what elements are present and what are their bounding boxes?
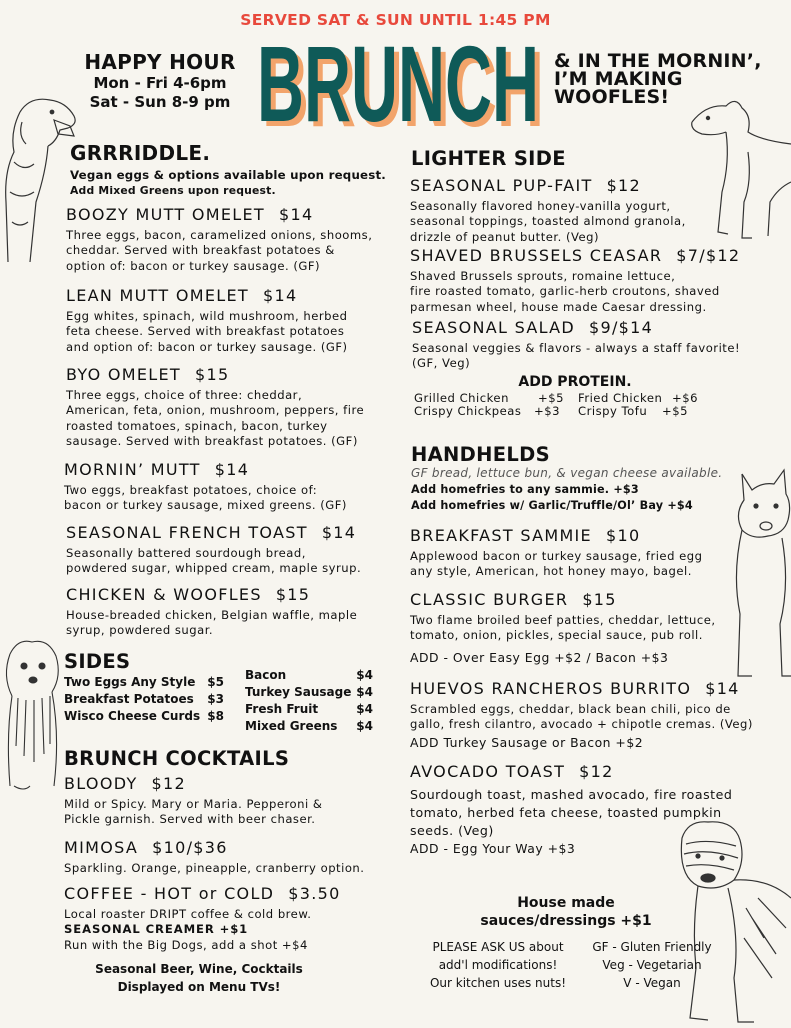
item-desc-line: Seasonally flavored honey-vanilla yogurt, xyxy=(410,199,671,213)
seasonal-french-toast xyxy=(66,523,406,577)
item-desc-line: seeds. (Veg) xyxy=(410,823,494,838)
item-desc-line: bacon or turkey sausage, mixed greens. (GF) xyxy=(64,498,347,513)
item-desc-line: Egg whites, spinach, wild mushroom, herbed xyxy=(66,309,348,323)
item-desc-line: Scrambled eggs, cheddar, black bean chili, pico de xyxy=(410,702,731,716)
item-desc-line: House-breaded chicken, Belgian waffle, maple xyxy=(66,608,358,622)
item-desc-line: cheddar. Served with breakfast potatoes & xyxy=(66,243,335,258)
legend-veg: Veg - Vegetarian xyxy=(602,958,702,972)
item-desc-line: Pickle garnish. Served with beer chaser. xyxy=(64,812,316,827)
side-price: $8 xyxy=(207,709,224,723)
item-desc-line: and option of: bacon or turkey sausage. (GF) xyxy=(66,339,348,354)
side-price: $4 xyxy=(356,668,373,682)
cocktails-title: BRUNCH COCKTAILS xyxy=(64,747,290,770)
item-desc-line: Sparkling. Orange, pineapple, cranberry option. xyxy=(64,861,365,875)
item-desc-line: Seasonal veggies & flavors - always a staff favorite! xyxy=(412,341,741,355)
item-name: BOOZY MUTT OMELET xyxy=(66,205,265,224)
avocado-add: ADD - Egg Your Way +$3 xyxy=(410,841,576,856)
sides-right xyxy=(245,667,373,735)
item-price: $10/$36 xyxy=(152,838,228,857)
tagline-line-1: & IN THE MORNIN’, xyxy=(554,50,762,72)
item-desc-line: syrup, powdered sugar. xyxy=(66,623,214,638)
item-price: $14 xyxy=(705,679,740,698)
brunch-logo-shadow: BRUNCH xyxy=(262,28,544,136)
item-desc-line: drizzle of peanut butter. (Veg) xyxy=(410,229,600,244)
avocado-toast xyxy=(410,762,770,856)
item-price: $10 xyxy=(605,526,641,545)
shaved-brussels-ceasar xyxy=(410,246,785,315)
side-price: $4 xyxy=(356,702,373,716)
item-name: BYO OMELET xyxy=(66,365,181,384)
item-name: MIMOSA xyxy=(64,838,139,857)
mornin-mutt xyxy=(64,460,404,514)
item-price: $14 xyxy=(263,286,298,305)
mimosa xyxy=(64,838,404,876)
lighter-title: LIGHTER SIDE xyxy=(411,147,566,170)
lean-mutt-omelet xyxy=(66,286,406,355)
bloody xyxy=(64,774,404,828)
side-price: $5 xyxy=(207,675,224,689)
happy-hour-weekend: Sat - Sun 8-9 pm xyxy=(89,93,231,111)
classic-burger xyxy=(410,590,750,665)
handhelds-add-2: Add homefries w/ Garlic/Truffle/Ol’ Bay +$4 xyxy=(411,499,693,512)
item-desc-line: option of: bacon or turkey sausage. (GF) xyxy=(66,258,321,273)
item-desc-line: Shaved Brussels sprouts, romaine lettuce, xyxy=(410,269,676,283)
coffee xyxy=(64,884,404,953)
side-name: Fresh Fruit xyxy=(245,702,319,716)
brunch-logo-text: BRUNCH xyxy=(257,26,539,136)
griddle-note-2: Add Mixed Greens upon request. xyxy=(70,184,276,197)
item-desc-line: Applewood bacon or turkey sausage, fried egg xyxy=(410,549,703,563)
brunch-logo xyxy=(250,26,550,136)
tv-note-line-1: Seasonal Beer, Wine, Cocktails xyxy=(95,962,303,976)
sauces-line-2: sauces/dressings +$1 xyxy=(480,913,652,929)
coffee-shot: Run with the Big Dogs, add a shot +$4 xyxy=(64,937,308,952)
item-name: SHAVED BRUSSELS CEASAR xyxy=(410,246,663,265)
item-name: BLOODY xyxy=(64,774,138,793)
sides-title: SIDES xyxy=(64,650,131,673)
item-desc-line: Sourdough toast, mashed avocado, fire roasted xyxy=(410,787,733,802)
item-price: $15 xyxy=(582,590,617,609)
happy-hour-title: HAPPY HOUR xyxy=(84,50,236,74)
tagline-line-2: I’M MAKING xyxy=(554,68,683,90)
side-name: Two Eggs Any Style xyxy=(64,675,196,689)
item-desc-line: Three eggs, choice of three: cheddar, xyxy=(66,388,303,402)
item-name: CLASSIC BURGER xyxy=(410,590,569,609)
item-price: $15 xyxy=(275,585,311,604)
seasonal-creamer: SEASONAL CREAMER +$1 xyxy=(64,922,249,937)
item-desc-line: parmesan wheel, house made Caesar dressing. xyxy=(410,299,707,314)
sauces-note xyxy=(450,894,682,930)
tv-note-line-2: Displayed on Menu TVs! xyxy=(117,980,281,994)
side-name: Breakfast Potatoes xyxy=(64,692,194,706)
item-name: COFFEE - HOT or COLD xyxy=(64,884,275,903)
item-desc-line: roasted tomatoes, spinach, bacon, turkey xyxy=(66,418,328,433)
item-name: LEAN MUTT OMELET xyxy=(66,286,249,305)
item-desc-line: Mild or Spicy. Mary or Maria. Pepperoni & xyxy=(64,797,323,811)
item-price: $9/$14 xyxy=(589,318,654,337)
item-desc-line: any style, American, hot honey mayo, bagel. xyxy=(410,564,692,579)
yorkie-dog-illustration xyxy=(0,636,64,794)
menu-tv-note xyxy=(64,960,334,996)
item-name: SEASONAL SALAD xyxy=(412,318,576,337)
side-name: Turkey Sausage xyxy=(245,685,352,699)
item-price: $14 xyxy=(321,523,357,542)
sides-left xyxy=(64,674,224,725)
item-name: SEASONAL PUP-FAIT xyxy=(410,176,593,195)
side-name: Wisco Cheese Curds xyxy=(64,709,201,723)
item-desc-line: Seasonally battered sourdough bread, xyxy=(66,546,306,560)
item-price: $3.50 xyxy=(288,884,341,903)
item-desc-line: powdered sugar, whipped cream, maple syrup. xyxy=(66,561,362,576)
item-desc-line: Two eggs, breakfast potatoes, choice of: xyxy=(64,483,318,497)
protein-grilled-chicken: Grilled Chicken +$5 xyxy=(414,391,564,405)
add-protein-title: ADD PROTEIN. xyxy=(518,374,632,390)
side-price: $4 xyxy=(356,685,373,699)
item-price: $12 xyxy=(579,762,614,781)
item-desc-line: (GF, Veg) xyxy=(412,356,471,371)
item-desc-line: sausage. Served with breakfast potatoes. (GF) xyxy=(66,433,358,448)
protein-fried-chicken: Fried Chicken +$6 xyxy=(578,391,698,405)
ask-line-3: Our kitchen uses nuts! xyxy=(429,976,567,990)
item-price: $12 xyxy=(151,774,186,793)
legend-v: V - Vegan xyxy=(623,976,681,990)
protein-crispy-tofu: Crispy Tofu +$5 xyxy=(578,404,688,418)
handhelds-note: GF bread, lettuce bun, & vegan cheese available. xyxy=(411,466,723,480)
ask-us-note xyxy=(410,938,586,992)
item-desc-line: Three eggs, bacon, caramelized onions, shooms, xyxy=(66,228,373,242)
item-desc-line: gallo, fresh cilantro, avocado + chipotle cremas. (Veg) xyxy=(410,717,753,732)
boozy-mutt-omelet xyxy=(66,205,406,274)
breakfast-sammie xyxy=(410,526,740,580)
item-price: $12 xyxy=(606,176,642,195)
chicken-and-woofles xyxy=(66,585,406,639)
griddle-note-1: Vegan eggs & options available upon request. xyxy=(70,168,386,182)
item-price: $14 xyxy=(278,205,314,224)
sauces-line-1: House made xyxy=(517,895,615,911)
item-desc-line: fire roasted tomato, garlic-herb croutons, shaved xyxy=(410,284,720,299)
handhelds-title: HANDHELDS xyxy=(411,443,550,466)
legend-gf: GF - Gluten Friendly xyxy=(592,940,712,954)
ask-line-1: PLEASE ASK US about xyxy=(432,940,564,954)
item-desc-line: seasonal toppings, toasted almond granola, xyxy=(410,214,686,229)
item-price: $7/$12 xyxy=(676,246,741,265)
item-desc-line: Two flame broiled beef patties, cheddar, lettuce, xyxy=(410,613,716,627)
side-name: Mixed Greens xyxy=(245,719,338,733)
tagline-line-3: WOOFLES! xyxy=(554,86,670,108)
item-desc-line: American, feta, onion, mushroom, peppers, fire xyxy=(66,403,365,418)
item-name: CHICKEN & WOOFLES xyxy=(66,585,262,604)
happy-hour-weekday: Mon - Fri 4-6pm xyxy=(93,74,227,92)
handhelds-add-1: Add homefries to any sammie. +$3 xyxy=(411,483,639,496)
item-price: $15 xyxy=(194,365,230,384)
dietary-legend xyxy=(582,938,722,992)
griddle-title: GRRRIDDLE. xyxy=(70,141,211,165)
side-name: Bacon xyxy=(245,668,287,682)
seasonal-salad xyxy=(412,318,787,372)
item-name: MORNIN’ MUTT xyxy=(64,460,201,479)
item-name: SEASONAL FRENCH TOAST xyxy=(66,523,308,542)
seasonal-pup-fait xyxy=(410,176,785,245)
item-name: BREAKFAST SAMMIE xyxy=(410,526,592,545)
huevos-rancheros-burrito xyxy=(410,679,788,750)
side-price: $3 xyxy=(207,692,224,706)
byo-omelet xyxy=(66,365,406,449)
happy-hour xyxy=(70,50,250,112)
item-desc-line: feta cheese. Served with breakfast potatoes xyxy=(66,324,345,339)
burrito-add: ADD Turkey Sausage or Bacon +$2 xyxy=(410,734,644,750)
item-desc-line: tomato, onion, pickles, special sauce, pub roll. xyxy=(410,628,703,643)
burger-add: ADD - Over Easy Egg +$2 / Bacon +$3 xyxy=(410,649,669,665)
protein-crispy-chickpeas: Crispy Chickpeas +$3 xyxy=(414,404,560,418)
item-name: HUEVOS RANCHEROS BURRITO xyxy=(410,679,692,698)
item-desc-line: tomato, herbed feta cheese, toasted pumpkin xyxy=(410,805,722,820)
coffee-desc: Local roaster DRIPT coffee & cold brew. xyxy=(64,907,312,921)
side-price: $4 xyxy=(356,719,373,733)
item-price: $14 xyxy=(214,460,250,479)
item-name: AVOCADO TOAST xyxy=(410,762,566,781)
served-hours: SERVED SAT & SUN UNTIL 1:45 PM xyxy=(240,11,551,29)
ask-line-2: add'l modifications! xyxy=(438,958,558,972)
